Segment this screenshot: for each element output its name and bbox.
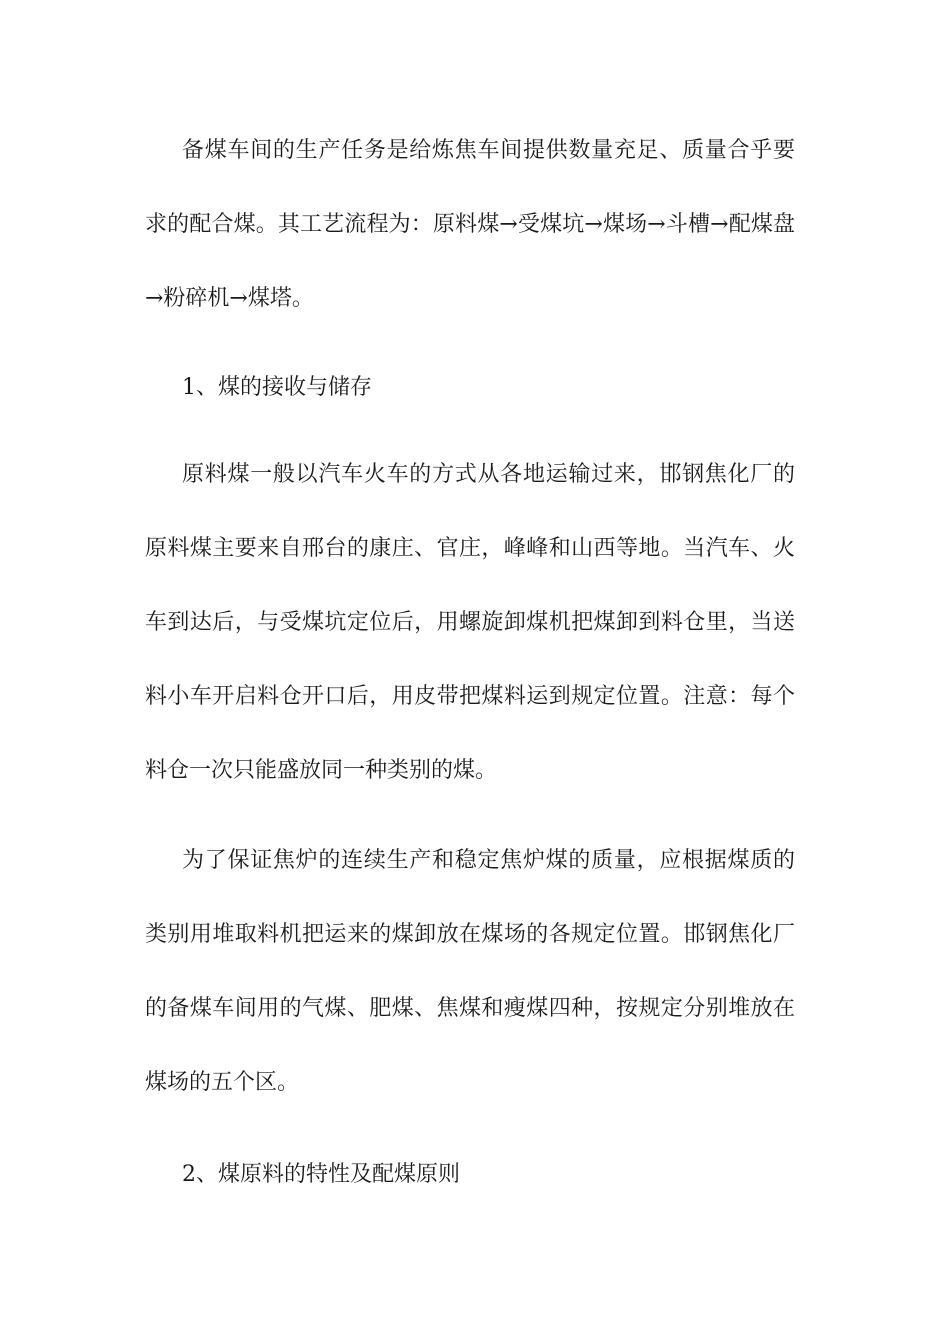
storage-paragraph: 为了保证焦炉的连续生产和稳定焦炉煤的质量，应根据煤质的类别用堆取料机把运来的煤卸放在煤场的各规定位置。邯钢焦化厂的备煤车间用的气煤、肥煤、焦煤和瘦煤四种，按规定分别堆放在煤场的五个区。 <box>145 848 795 1095</box>
intro-paragraph: 备煤车间的生产任务是给炼焦车间提供数量充足、质量合乎要求的配合煤。其工艺流程为：原料煤→受煤坑→煤场→斗槽→配煤盘→粉碎机→煤塔。 <box>145 138 795 311</box>
section-heading-1: 1、煤的接收与储存 <box>182 375 372 400</box>
section-heading-2: 2、煤原料的特性及配煤原则 <box>182 1162 460 1187</box>
receiving-paragraph: 原料煤一般以汽车火车的方式从各地运输过来，邯钢焦化厂的原料煤主要来自邢台的康庄、官庄，峰峰和山西等地。当汽车、火车到达后，与受煤坑定位后，用螺旋卸煤机把煤卸到料仓里，当送料小车开启料仓开口后，用皮带把煤料运到规定位置。注意：每个料仓一次只能盛放同一种类别的煤。 <box>145 462 795 783</box>
